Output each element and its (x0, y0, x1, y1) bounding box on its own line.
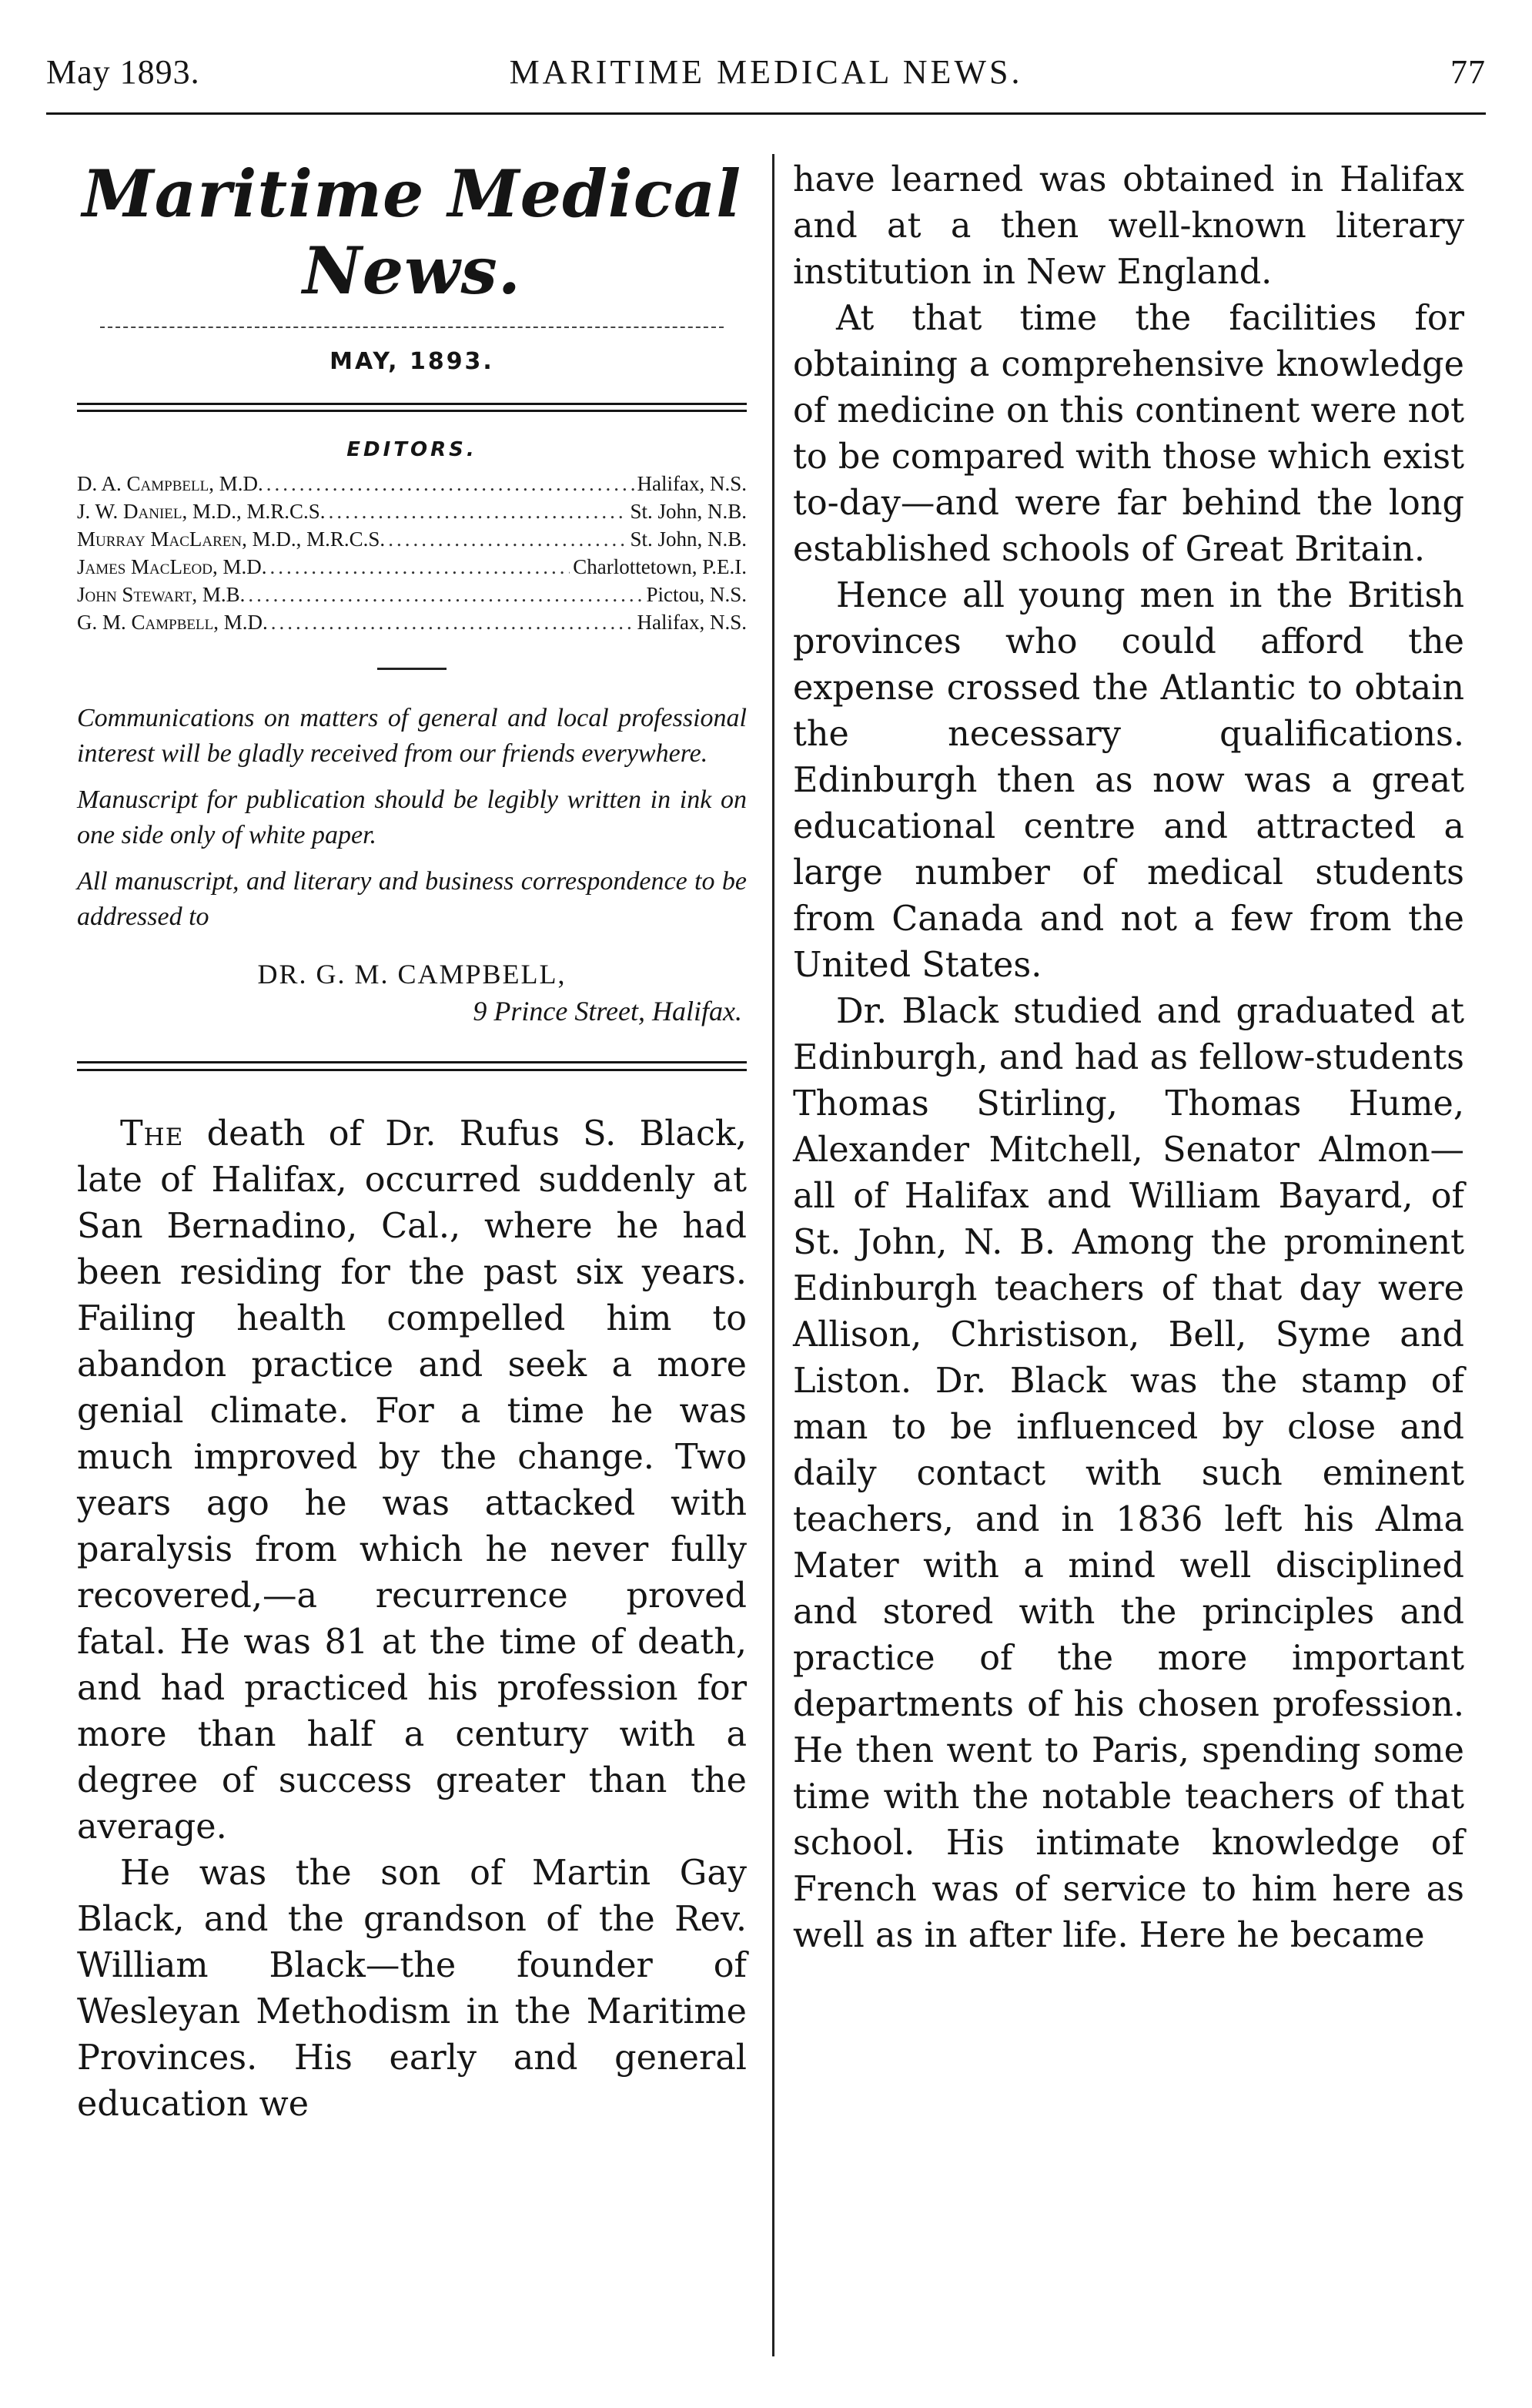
article-right-text (793, 157, 1464, 1959)
editor-name: J. W. Daniel, M.D., M.R.C.S. (77, 500, 326, 523)
editor-name: James MacLeod, M.D. (77, 555, 267, 578)
address-street: 9 Prince Street, Halifax. (473, 996, 742, 1026)
right-column (793, 157, 1464, 1959)
page-number: 77 (1450, 53, 1486, 91)
notice-correspondence: All manuscript, and literary and business correspondence to be addressed to (77, 867, 747, 931)
running-header (46, 52, 1486, 106)
article-left-text (77, 1111, 747, 2128)
editor-row (77, 500, 747, 527)
editor-name: D. A. Campbell, M.D. (77, 472, 263, 495)
leader-dots (266, 472, 634, 496)
editor-name: John Stewart, M.B. (77, 583, 246, 606)
header-date: May 1893. (46, 53, 200, 91)
editor-place: Halifax, N.S. (637, 611, 747, 634)
editor-row (77, 611, 747, 638)
editors-heading: EDITORS. (346, 438, 477, 461)
leader-dots (388, 527, 627, 551)
article-paragraph-continued: have learned was obtained in Halifax and at a then well-known literary institution in New England. (793, 160, 1464, 292)
leader-dots (248, 583, 643, 607)
left-column (77, 139, 747, 2128)
address-name: DR. G. M. CAMPBELL, (257, 959, 567, 990)
editor-row (77, 583, 747, 611)
article-paragraph: He was the son of Martin Gay Black, and the grandson of the Rev. William Black—the founder of Wesleyan Methodism in the Maritime Provinces. His early and general education we (77, 1854, 747, 2124)
column-divider (772, 154, 774, 2356)
article-paragraph: Hence all young men in the British provinces who could afford the expense crossed the Atlantic to obtain the necessary qualifications. Edinburgh then as now was a great educational centre and attracted a large number of medical students from Canada and not a few from the United States. (793, 576, 1464, 985)
article-paragraph: At that time the facilities for obtaining a comprehensive knowledge of medicine on this continent were not to be compared with those which exist to-day—and were far behind the long established schools of Great Britain. (793, 299, 1464, 569)
short-rule (377, 668, 447, 670)
editor-place: St. John, N.B. (630, 527, 747, 551)
header-journal-title: MARITIME MEDICAL NEWS. (509, 53, 1023, 91)
editor-row (77, 527, 747, 555)
leader-dots (329, 500, 627, 524)
masthead-dashed-rule (100, 327, 724, 328)
opening-word: The (120, 1114, 184, 1154)
article-paragraph: Dr. Black studied and graduated at Edinburgh, and had as fellow-students Thomas Stirling, Thomas Hume, Alexander Mitchell, Senator Almon—all of Halifax and William Bayard, of St. John, N. B. Among the prominent Edinburgh teachers of that day were Allison, Christison, Bell, Syme and Liston. Dr. Black was the stamp of man to be influenced by close and daily contact with such eminent teachers, and in 1836 left his Alma Mater with a mind well disciplined and stored with the principles and practice of the more important departments of his chosen profession. He then went to Paris, spending some time with the notable teachers of that school. His intimate knowledge of French was of service to him here as well as in after life. Here he became (793, 992, 1464, 1955)
editor-name: Murray MacLaren, M.D., M.R.C.S. (77, 527, 386, 551)
editor-name: G. M. Campbell, M.D. (77, 611, 268, 634)
leader-dots (270, 555, 570, 579)
paragraph-text: death of Dr. Rufus S. Black, late of Halifax, occurred suddenly at San Bernadino, Cal., where he had been residing for the past six years. Failing health compelled him to abandon practice and seek a more genial climate. For a time he was much improved by the change. Two years ago he was attacked with paralysis from which he never fully recovered,—a recurrence proved fatal. He was 81 at the time of death, and had practiced his profession for more than half a century with a degree of success greater than the average. (77, 1114, 747, 1847)
editor-row (77, 472, 747, 500)
article-paragraph (77, 1111, 747, 1850)
leader-dots (271, 611, 634, 635)
notice-communications: Communications on matters of general and local professional interest will be gladly received from our friends everywhere. (77, 704, 747, 768)
editor-row (77, 555, 747, 583)
issue-date: MAY, 1893. (329, 348, 494, 375)
editor-place: Halifax, N.S. (637, 472, 747, 495)
article-separator-rule (77, 1061, 747, 1071)
notice-manuscript: Manuscript for publication should be legibly written in ink on one side only of white paper. (77, 785, 747, 849)
header-rule (46, 112, 1486, 115)
editor-place: Pictou, N.S. (646, 583, 747, 606)
editors-list (77, 472, 747, 638)
double-rule (77, 403, 747, 412)
editor-place: St. John, N.B. (630, 500, 747, 523)
editor-place: Charlottetown, P.E.I. (573, 555, 747, 578)
masthead-title: Maritime Medical News. (82, 156, 742, 309)
